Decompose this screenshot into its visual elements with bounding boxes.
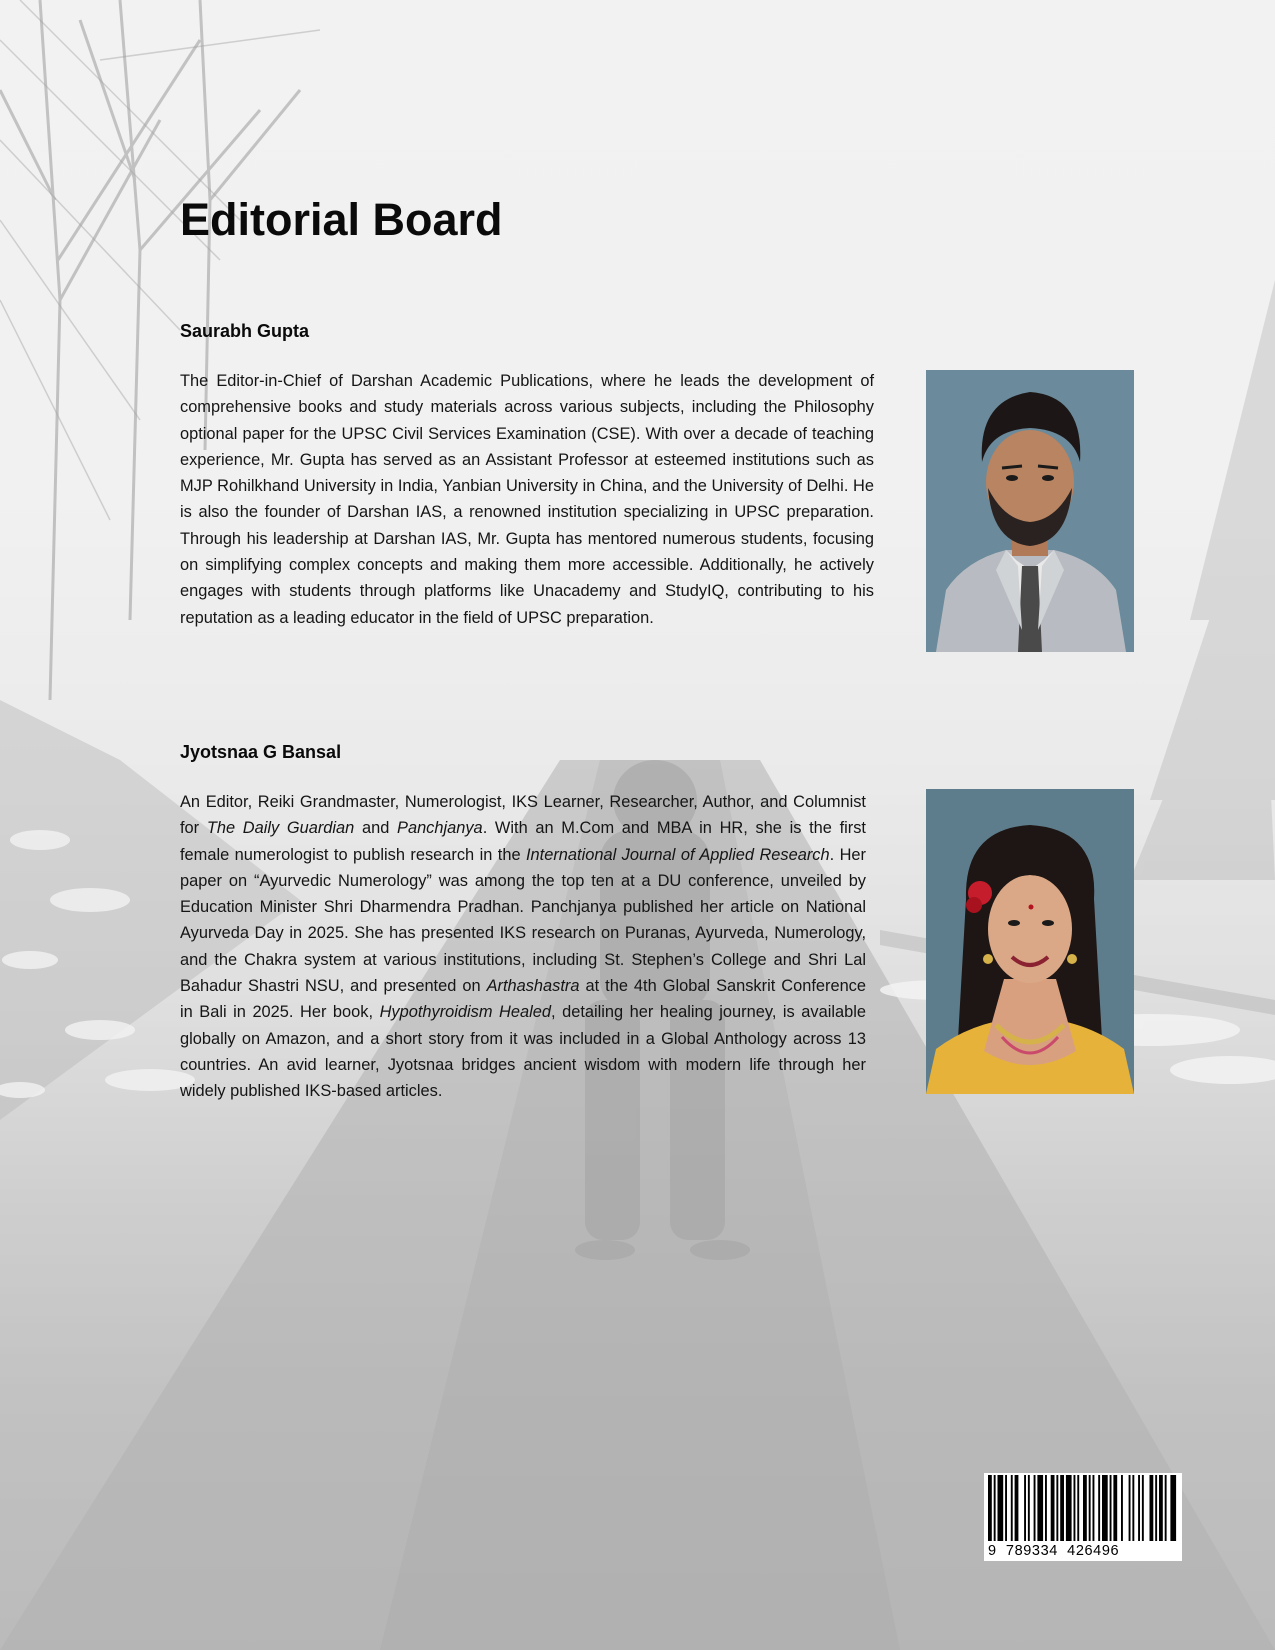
barcode-bar bbox=[1165, 1475, 1167, 1541]
barcode-bar bbox=[1060, 1475, 1064, 1541]
barcode-bar bbox=[1113, 1475, 1117, 1541]
barcode-bars bbox=[984, 1475, 1182, 1547]
barcode-bar bbox=[1077, 1475, 1079, 1541]
barcode-number: 9 789334 426496 bbox=[988, 1543, 1120, 1559]
barcode-bar bbox=[1098, 1475, 1100, 1541]
member-photo-2 bbox=[926, 789, 1134, 1094]
barcode-bar bbox=[998, 1475, 1004, 1541]
barcode-bar bbox=[988, 1475, 992, 1541]
portrait-man bbox=[926, 370, 1134, 652]
barcode-bar bbox=[1083, 1475, 1087, 1541]
barcode-bar bbox=[1074, 1475, 1076, 1541]
member-photo-1 bbox=[926, 370, 1134, 652]
barcode-bar bbox=[1093, 1475, 1095, 1541]
member-name-1: Saurabh Gupta bbox=[180, 321, 310, 341]
barcode-bar bbox=[1138, 1475, 1140, 1541]
bio-italic-segment: International Journal of Applied Research bbox=[526, 845, 830, 864]
barcode-bar bbox=[1089, 1475, 1091, 1541]
page-title: Editorial Board bbox=[180, 194, 503, 245]
barcode-bar bbox=[1037, 1475, 1043, 1541]
barcode-bar bbox=[1028, 1475, 1030, 1541]
barcode-bar bbox=[1155, 1475, 1157, 1541]
barcode-bar bbox=[1034, 1475, 1036, 1541]
barcode-bar bbox=[1045, 1475, 1047, 1541]
bio-text-segment: The Editor-in-Chief of Darshan Academic Publications, where he leads the development of comprehensive books and study materials across various subjects, including the Philosophy optional paper for the UPSC Civil Services Examination (CSE). With over a decade of teaching experience, Mr. Gupta has served as an Assistant Professor at esteemed institutions such as MJP Rohilkhand University in India, Yanbian University in China, and the University of Delhi. He is also the founder of Darshan IAS, a renowned institution specializing in UPSC preparation. Through his leadership at Darshan IAS, Mr. Gupta has mentored numerous students, focusing on simplifying complex concepts and making them more accessible. Additionally, he actively engages with students through platforms like Unacademy and StudyIQ, contributing to his reputation as a leading educator in the field of UPSC preparation. bbox=[180, 372, 874, 627]
member-name-2: Jyotsnaa G Bansal bbox=[180, 742, 342, 762]
barcode-bar bbox=[1015, 1475, 1019, 1541]
barcode-bar bbox=[1110, 1475, 1112, 1541]
barcode-bar bbox=[1129, 1475, 1131, 1541]
portrait-woman bbox=[926, 789, 1134, 1094]
bio-text-segment: and bbox=[354, 819, 398, 838]
bio-italic-segment: The Daily Guardian bbox=[206, 819, 355, 838]
bio-text-segment: An Editor, Reiki Grandmaster, Numerologist, IKS Learner, Researcher, Author, and Columnist for bbox=[180, 793, 866, 838]
bio-text-segment: . With an M.Com and MBA in HR, she is the first female numerologist to publish research in the bbox=[180, 819, 866, 864]
isbn-barcode bbox=[984, 1473, 1182, 1561]
bio-text-segment: , detailing her healing journey, is available globally on Amazon, and a short story from it was included in a Global Anthology across 13 countries. An avid learner, Jyotsnaa bridges ancient wisdom with modern life through her widely published IKS-based articles. bbox=[180, 1003, 866, 1101]
barcode-bar bbox=[1066, 1475, 1072, 1541]
barcode-bar bbox=[1102, 1475, 1108, 1541]
barcode-bar bbox=[1051, 1475, 1055, 1541]
barcode-bar bbox=[994, 1475, 996, 1541]
barcode-bar bbox=[1005, 1475, 1007, 1541]
bio-italic-segment: Arthashastra bbox=[486, 977, 580, 996]
barcode-bar bbox=[1121, 1475, 1123, 1541]
bio-text-segment: at the 4th Global Sanskrit Conference in Bali in 2025. Her book, bbox=[180, 977, 866, 1022]
member-bio-1 bbox=[180, 368, 874, 631]
bio-text-segment: . Her paper on “Ayurvedic Numerology” was among the top ten at a DU conference, unveiled by Education Minister Shri Dharmendra Pradhan. Panchjanya published her article on National Ayurveda Day in 2025. She has presented IKS research on Puranas, Ayurveda, Numerology, and the Chakra system at various institutions, including St. Stephen’s College and Shri Lal Bahadur Shastri NSU, and presented on bbox=[180, 845, 866, 996]
barcode-bar bbox=[1159, 1475, 1163, 1541]
bio-italic-segment: Hypothyroidism Healed bbox=[379, 1003, 551, 1022]
barcode-bar bbox=[1024, 1475, 1026, 1541]
barcode-bar bbox=[1142, 1475, 1144, 1541]
barcode-bar bbox=[1011, 1475, 1013, 1541]
barcode-bar bbox=[1132, 1475, 1134, 1541]
barcode-bar bbox=[1150, 1475, 1154, 1541]
barcode-bar bbox=[1056, 1475, 1058, 1541]
bio-italic-segment: Panchjanya bbox=[397, 819, 483, 838]
barcode-bar bbox=[1170, 1475, 1176, 1541]
member-bio-2 bbox=[180, 789, 866, 1105]
